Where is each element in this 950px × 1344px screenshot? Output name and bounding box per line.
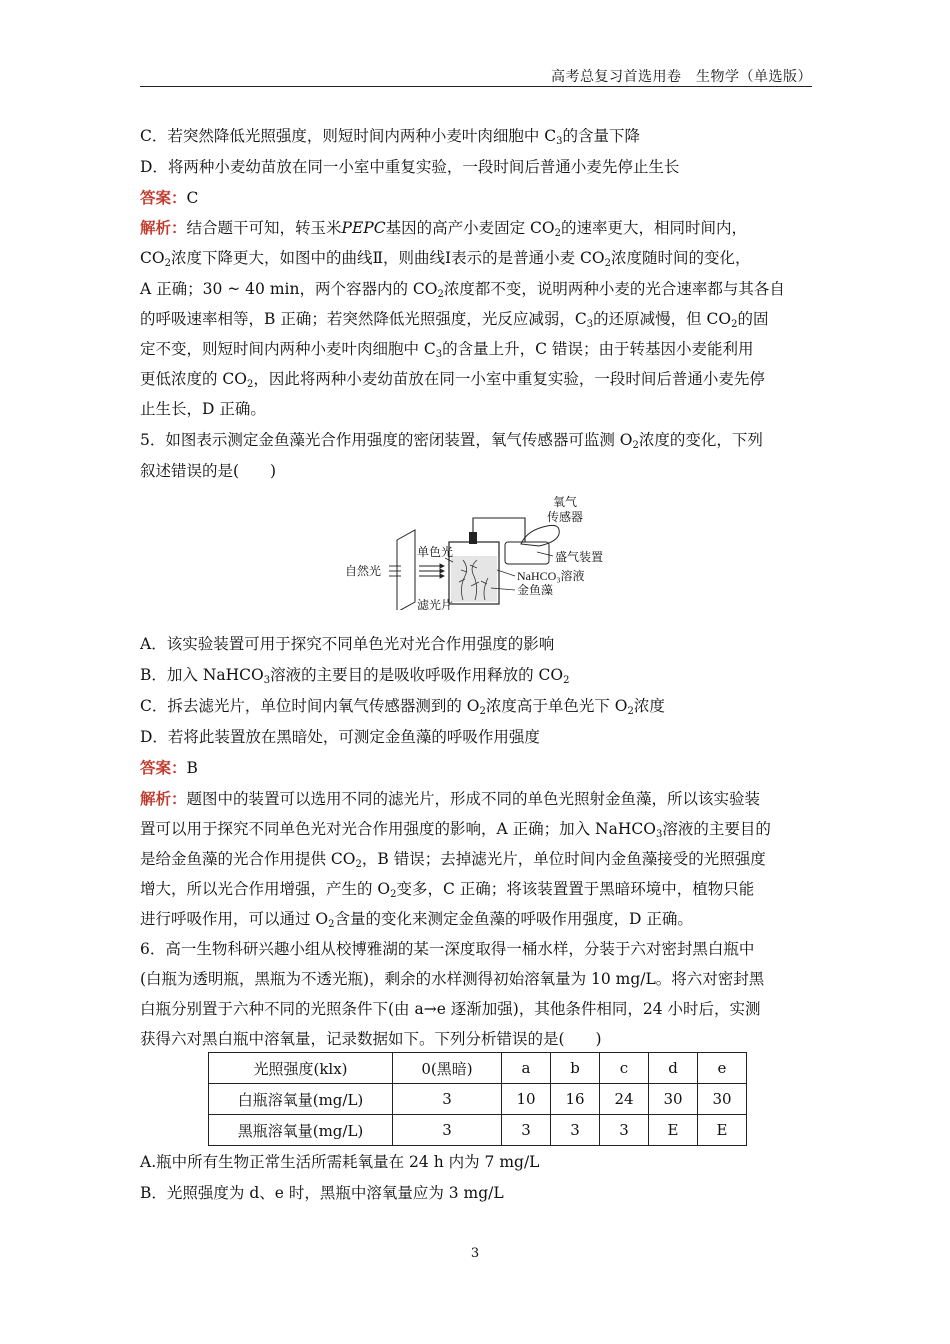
q4-option-c: C．若突然降低光照强度，则短时间内两种小麦叶肉细胞中 $C_3$的含量下降 [140, 127, 641, 147]
q5-analysis-line-1: 解析：题图中的装置可以选用不同的滤光片，形成不同的单色光照射金鱼藻，所以该实验装 [140, 789, 761, 808]
q4-analysis-line-7: 止生长，D 正确。 [140, 400, 266, 418]
q5-analysis-line-2: 置可以用于探究不同单色光对光合作用强度的影响，A 正确；加入 NaHCO$_3$溶液的主要目的 [140, 820, 771, 840]
table-cell: 10 [502, 1084, 551, 1115]
table-cell: a [502, 1053, 551, 1084]
table-cell: d [649, 1053, 698, 1084]
label-filter: 滤光片 [417, 598, 454, 610]
q5-analysis-line-4: 增大，所以光合作用增强，产生的 $O_2$变多，C 正确；将该装置置于黑暗环境中，植物只能 [140, 880, 755, 900]
apparatus-figure [345, 492, 605, 610]
q5-analysis-line-3: 是给金鱼藻的光合作用提供 $CO_2$，B 错误；去掉滤光片，单位时间内金鱼藻接受的光照强度 [140, 850, 766, 870]
q5-option-c: C．拆去滤光片，单位时间内氧气传感器测到的 $O_2$浓度高于单色光下 $O_2$浓度 [140, 697, 665, 717]
table-cell: 30 [698, 1084, 747, 1115]
table-header-row [209, 1053, 747, 1084]
table-cell: 3 [393, 1115, 502, 1146]
stopper [469, 532, 477, 544]
q5-option-d: D．若将此装置放在黑暗处，可测定金鱼藻的呼吸作用强度 [140, 728, 540, 746]
q5-stem-line-2: 叙述错误的是( ) [140, 462, 277, 480]
q5-option-a: A．该实验装置可用于探究不同单色光对光合作用强度的影响 [140, 635, 555, 653]
natural-light-arrows [389, 564, 444, 578]
table-cell: 3 [393, 1084, 502, 1115]
q6-option-b: B．光照强度为 d、e 时，黑瓶中溶氧量应为 3 mg/L [140, 1184, 504, 1202]
header-rule [140, 86, 812, 87]
running-header: 高考总复习首选用卷 生物学（单选版） [551, 69, 812, 85]
q5-analysis-line-5: 进行呼吸作用，可以通过 $O_2$含量的变化来测定金鱼藻的呼吸作用强度，D 正确。 [140, 910, 693, 930]
table-row [209, 1115, 747, 1146]
label-natural-light: 自然光 [345, 564, 382, 578]
page-number: 3 [470, 1246, 480, 1261]
q6-stem-line-3: 白瓶分别置于六种不同的光照条件下(由 a→e 逐渐加强)，其他条件相同，24 小时后，实测 [140, 1000, 761, 1018]
table-cell: e [698, 1053, 747, 1084]
q4-analysis-line-5: 定不变，则短时间内两种小麦叶肉细胞中 $C_3$的含量上升，C 错误；由于转基因小麦能利用 [140, 340, 754, 360]
label-mono-light: 单色光 [417, 545, 454, 559]
table-cell: 3 [502, 1115, 551, 1146]
q6-stem-line-2: (白瓶为透明瓶，黑瓶为不透光瓶)，剩余的水样测得初始溶氧量为 10 mg/L。将六对密封黑 [140, 970, 765, 988]
table-cell: 24 [600, 1084, 649, 1115]
label-sensor: 传感器 [546, 510, 584, 524]
q5-option-b: B．加入 NaHCO$_3$溶液的主要目的是吸收呼吸作用释放的 $CO_2$ [140, 666, 570, 686]
q5-stem-line-1: 5．如图表示测定金鱼藻光合作用强度的密闭装置，氧气传感器可监测 $O_2$浓度的变化，下列 [140, 431, 763, 451]
label-oxygen: 氧气 [552, 495, 578, 509]
filter-plate [397, 530, 415, 610]
table-cell: c [600, 1053, 649, 1084]
label-nahco3: NaHCO₃溶液 [517, 569, 585, 583]
q5-answer: 答案：B [140, 758, 198, 777]
q4-analysis-line-6: 更低浓度的 $CO_2$，因此将两种小麦幼苗放在同一小室中重复实验，一段时间后普通小麦先停 [140, 370, 765, 390]
table-cell: 黑瓶溶氧量(mg/L) [209, 1115, 393, 1146]
table-cell: 光照强度(klx) [209, 1053, 393, 1084]
q4-analysis-line-3: A 正确；30 ~ 40 min，两个容器内的 $CO_2$浓度都不变，说明两种小麦的光合速率都与其各自 [140, 280, 785, 300]
q6-option-a: A.瓶中所有生物正常生活所需耗氧量在 24 h 内为 7 mg/L [140, 1153, 540, 1171]
label-plant: 金鱼藻 [517, 583, 554, 597]
table-cell: 0(黑暗) [393, 1053, 502, 1084]
table-cell: 30 [649, 1084, 698, 1115]
oxygen-data-table [208, 1052, 747, 1146]
gas-tube [473, 518, 525, 542]
oxygen-sensor [521, 525, 559, 546]
q6-stem-line-4: 获得六对黑白瓶中溶氧量，记录数据如下。下列分析错误的是( ) [140, 1030, 602, 1048]
table-cell: 16 [551, 1084, 600, 1115]
table-cell: 白瓶溶氧量(mg/L) [209, 1084, 393, 1115]
q6-stem-line-1: 6．高一生物科研兴趣小组从校博雅湖的某一深度取得一桶水样，分装于六对密封黑白瓶中 [140, 940, 755, 958]
table-cell: 3 [551, 1115, 600, 1146]
q4-analysis-line-2: $CO_2$浓度下降更大，如图中的曲线Ⅱ，则曲线Ⅰ表示的是普通小麦 $CO_2$浓度随时间的变化， [140, 249, 751, 269]
q4-answer: 答案：C [140, 188, 199, 207]
table-cell: b [551, 1053, 600, 1084]
table-cell: E [649, 1115, 698, 1146]
q4-analysis-line-4: 的呼吸速率相等，B 正确；若突然降低光照强度，光反应减弱，$C_3$的还原减慢，但 $CO_2$的固 [140, 310, 769, 330]
table-cell: E [698, 1115, 747, 1146]
label-gas-device: 盛气装置 [555, 550, 604, 564]
q4-option-d: D．将两种小麦幼苗放在同一小室中重复实验，一段时间后普通小麦先停止生长 [140, 158, 680, 176]
table-cell: 3 [600, 1115, 649, 1146]
table-row [209, 1084, 747, 1115]
q4-analysis-line-1: 解析：结合题干可知，转玉米PEPC基因的高产小麦固定 $CO_2$的速率更大，相同时间内， [140, 218, 747, 239]
